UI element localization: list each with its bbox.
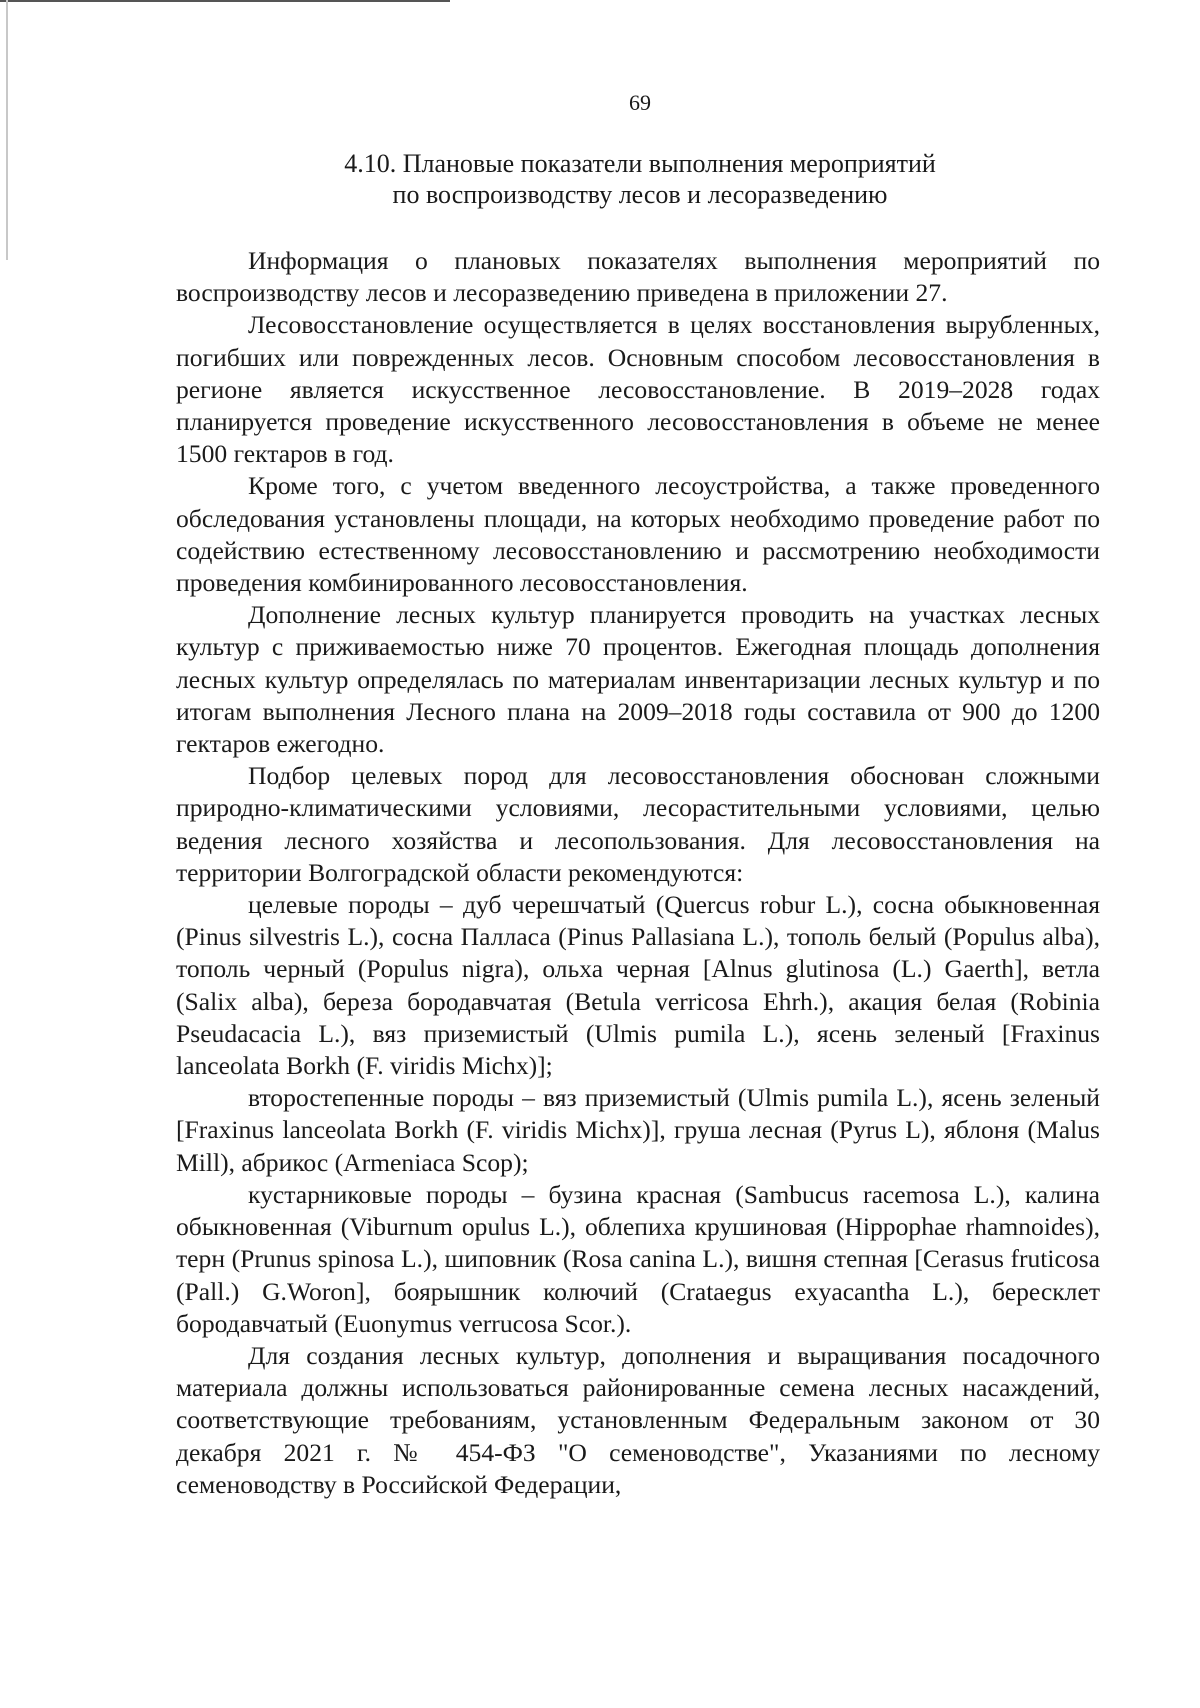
paragraph-natural-regeneration: Кроме того, с учетом введенного лесоустройства, а также проведенного обследования установлены площади, на которых необходимо проведение работ по содействию естественному лесовосстановлению и рассмотрению необходимости проведения комбинированного лесовосстановления. bbox=[176, 471, 1100, 598]
paragraph-plan-info: Информация о плановых показателях выполнения мероприятий по воспроизводству лесов и лесоразведению приведена в приложении 27. bbox=[176, 246, 1100, 308]
page-number: 69 bbox=[629, 90, 651, 115]
section-title-line-2: по воспроизводству лесов и лесоразведению bbox=[392, 180, 888, 209]
paragraph-secondary-species: второстепенные породы – вяз приземистый (Ulmis pumila L.), ясень зеленый [Fraxinus lanceolata Borkh (F. viridis Michx)], груша лесная (Pyrus L), яблоня (Malus Mill), абрикос (Armeniaca Scop); bbox=[176, 1083, 1100, 1177]
paragraph-target-species: целевые породы – дуб черешчатый (Quercus robur L.), сосна обыкновенная (Pinus silvestris L.), сосна Палласа (Pinus Pallasiana L.), тополь белый (Populus alba), тополь черный (Populus nigra), ольха черная [Alnus glutinosa (L.) Gaerth], ветла (Salix alba), береза бородавчатая (Betula verricosa Ehrh.), акация белая (Robinia Pseudacacia L.), вяз приземистый (Ulmis pumila L.), ясень зеленый [Fraxinus lanceolata Borkh (F. viridis Michx)]; bbox=[176, 890, 1100, 1081]
section-title-line-1: 4.10. Плановые показатели выполнения мероприятий bbox=[344, 149, 936, 178]
scan-edge-line bbox=[0, 0, 450, 2]
paragraph-reforestation: Лесовосстановление осуществляется в целях восстановления вырубленных, погибших или поврежденных лесов. Основным способом лесовосстановления в регионе является искусственное лесовосстановление. В 2019–2028 годах планируется проведение искусственного лесовосстановления в объеме не менее 1500 гектаров в год. bbox=[176, 310, 1100, 469]
paragraph-shrub-species: кустарниковые породы – бузина красная (Sambucus racemosa L.), калина обыкновенная (Viburnum opulus L.), облепиха крушиновая (Hippophae rhamnoides), терн (Prunus spinosa L.), шиповник (Rosa canina L.), вишня степная [Cerasus fruticosa (Pall.) G.Woron], боярышник колючий (Crataegus exyacantha L.), бересклет бородавчатый (Euonymus verrucosa Scor.). bbox=[176, 1179, 1100, 1338]
scan-margin-line bbox=[6, 0, 8, 260]
paragraph-seed-requirements: Для создания лесных культур, дополнения и выращивания посадочного материала должны использоваться районированные семена лесных насаждений, соответствующие требованиям, установленным Федеральным законом от 30 декабря 2021 г. № 454-ФЗ "О семеноводстве", Указаниями по лесному семеноводству в Российской Федерации, bbox=[176, 1340, 1100, 1499]
body-text bbox=[176, 245, 1100, 1501]
paragraph-species-selection: Подбор целевых пород для лесовосстановления обоснован сложными природно-климатическими условиями, лесорастительными условиями, целью ведения лесного хозяйства и лесопользования. Для лесовосстановления на территории Волгоградской области рекомендуются: bbox=[176, 761, 1100, 887]
paragraph-culture-supplement: Дополнение лесных культур планируется проводить на участках лесных культур с приживаемостью ниже 70 процентов. Ежегодная площадь дополнения лесных культур определялась по материалам инвентаризации лесных культур и по итогам выполнения Лесного плана на 2009–2018 годы составила от 900 до 1200 гектаров ежегодно. bbox=[176, 600, 1100, 759]
section-title bbox=[0, 148, 1200, 210]
